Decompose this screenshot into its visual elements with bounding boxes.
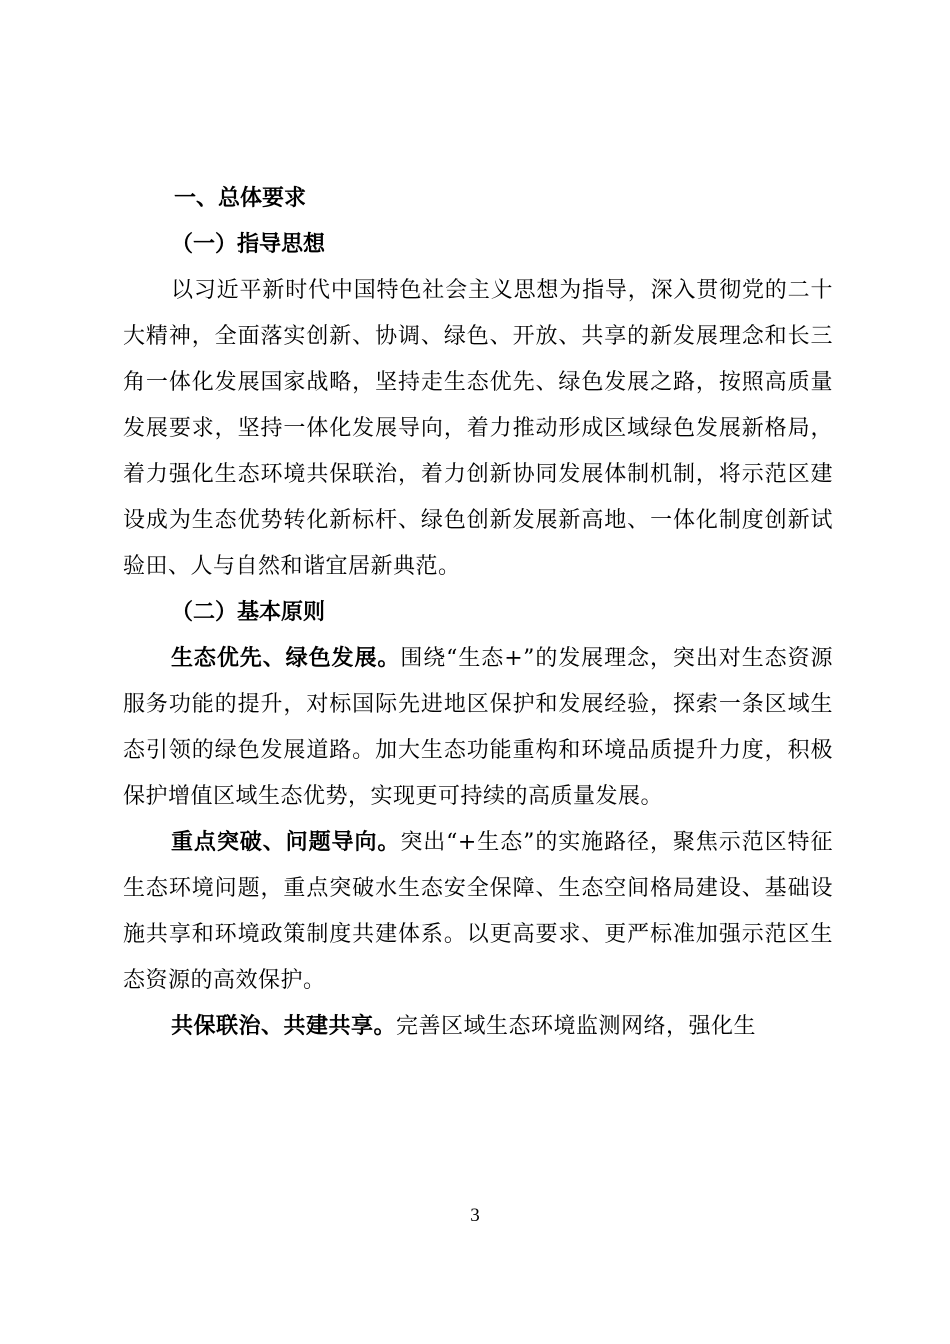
guiding-ideology-paragraph: 以习近平新时代中国特色社会主义思想为指导，深入贯彻党的二十大精神，全面落实创新、协调、绿色、开放、共享的新发展理念和长三角一体化发展国家战略，坚持走生态优先、绿色发展之路，按照高质量发展要求，坚持一体化发展导向，着力推动形成区域绿色发展新格局，着力强化生态环境共保联治，着力创新协同发展体制机制，将示范区建设成为生态优势转化新标杆、绿色创新发展新高地、一体化制度创新试验田、人与自然和谐宜居新典范。 [123, 278, 833, 579]
page-number: 3 [470, 1205, 480, 1226]
subsection-heading-basic-principles: （二）基本原则 [171, 600, 326, 625]
principle-lead: 重点突破、问题导向。 [171, 830, 401, 855]
principle-paragraph [123, 1004, 833, 1050]
principle-body: 围绕“生态+”的发展理念，突出对生态资源服务功能的提升，对标国际先进地区保护和发展经验，探索一条区域生态引领的绿色发展道路。加大生态功能重构和环境品质提升力度，积极保护增值区域生态优势，实现更可持续的高质量发展。 [123, 646, 833, 809]
principle-paragraph [123, 820, 833, 1004]
principle-body: 完善区域生态环境监测网络，强化生 [396, 1014, 757, 1039]
principle-lead: 共保联治、共建共享。 [171, 1014, 397, 1039]
section-heading: 一、总体要求 [174, 186, 307, 211]
principle-lead: 生态优先、绿色发展。 [171, 646, 401, 671]
principle-body: 突出“+生态”的实施路径，聚焦示范区特征生态环境问题，重点突破水生态安全保障、生态空间格局建设、基础设施共享和环境政策制度共建体系。以更高要求、更严标准加强示范区生态资源的高效保护。 [123, 830, 833, 993]
principle-paragraph [123, 636, 833, 820]
subsection-heading-guiding-ideology: （一）指导思想 [171, 232, 326, 257]
document-body [123, 176, 833, 1050]
